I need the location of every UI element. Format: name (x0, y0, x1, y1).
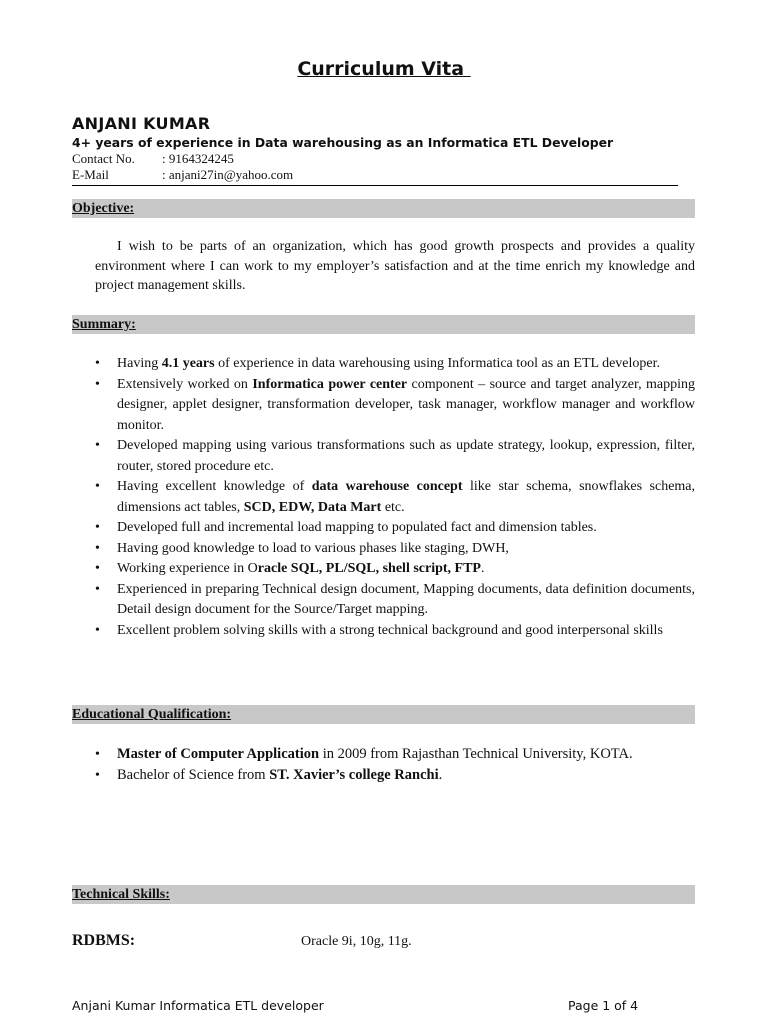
text: Developed mapping using various transformations such as update strategy, lookup, expression, filter, router, stored procedure etc. (117, 438, 695, 474)
footer-page-number: Page 1 of 4 (568, 998, 639, 1013)
text: of experience in data warehousing using Informatica tool as an ETL developer. (214, 356, 660, 371)
text: etc. (381, 499, 405, 515)
summary-bullet-item (95, 559, 695, 580)
bold-text: ST. Xavier’s college Ranchi (269, 767, 439, 783)
text: . (438, 767, 443, 783)
summary-bullet-item (95, 436, 695, 477)
text: Bachelor of Science from (117, 767, 270, 783)
summary-bullet-item (95, 580, 695, 621)
text: . (481, 561, 485, 576)
page-title: Curriculum Vita (297, 58, 471, 80)
text: Excellent problem solving skills with a strong technical background and good interpersonal skills (117, 622, 663, 638)
contact-phone-row (72, 151, 234, 167)
text: component – source and target analyzer, mapping designer, applet designer, transformation developer, task manager, workflow manager and workflow monitor. (117, 376, 695, 433)
email-value: : anjani27in@yahoo.com (162, 167, 294, 182)
summary-bullet-item (95, 375, 695, 437)
summary-bullet-item (95, 518, 695, 539)
bold-text: data warehouse concept (311, 479, 463, 494)
bold-text: SCD, EDW, Data Mart (243, 499, 382, 515)
education-list (95, 744, 695, 786)
education-bullet-item (95, 765, 695, 786)
footer-author: Anjani Kumar Informatica ETL developer (72, 998, 324, 1013)
bold-text: racle SQL, PL/SQL, shell script, FTP (257, 561, 481, 576)
text: Having excellent knowledge of (117, 479, 312, 494)
summary-bullet-item (95, 621, 695, 642)
text: Having good knowledge to load to various phases like staging, DWH, (117, 540, 509, 556)
header-divider (72, 185, 678, 186)
phone-value: : 9164324245 (162, 151, 234, 166)
technical-skills-heading: Technical Skills: (72, 885, 695, 904)
contact-email-row (72, 167, 293, 183)
education-bullet-item (95, 744, 695, 765)
summary-bullet-item (95, 539, 695, 560)
bold-text: Informatica power center (252, 376, 408, 392)
summary-bullet-item (95, 477, 695, 518)
objective-text: I wish to be parts of an organization, which has good growth prospects and provides a quality environment where I can work to my employer’s satisfaction and at the time enrich my knowledge and project management skills. (95, 239, 695, 293)
education-heading: Educational Qualification: (72, 705, 695, 724)
summary-bullet-item (95, 354, 695, 375)
text: Having (117, 356, 162, 371)
rdbms-value: Oracle 9i, 10g, 11g. (301, 934, 412, 949)
text: Extensively worked on (117, 376, 253, 392)
bold-text: 4.1 years (161, 356, 215, 371)
bold-text: Master of Computer Application (117, 746, 320, 762)
text: in 2009 from Rajasthan Technical University, KOTA. (319, 746, 633, 762)
phone-label: Contact No. (72, 151, 135, 166)
summary-heading: Summary: (72, 315, 695, 334)
rdbms-label: RDBMS: (72, 932, 136, 949)
candidate-name: ANJANI KUMAR (72, 114, 211, 133)
objective-heading: Objective: (72, 199, 695, 218)
text: Developed full and incremental load mapping to populated fact and dimension tables. (117, 520, 597, 535)
text: Experienced in preparing Technical design document, Mapping documents, data definition documents, Detail design document for the Source/Target mapping. (117, 581, 695, 617)
candidate-headline: 4+ years of experience in Data warehousing as an Informatica ETL Developer (72, 135, 614, 150)
text: Working experience in O (117, 561, 258, 576)
text: like star schema, snowflakes schema, dimensions act tables, (117, 479, 696, 515)
summary-list (95, 354, 695, 641)
email-label: E-Mail (72, 167, 109, 182)
